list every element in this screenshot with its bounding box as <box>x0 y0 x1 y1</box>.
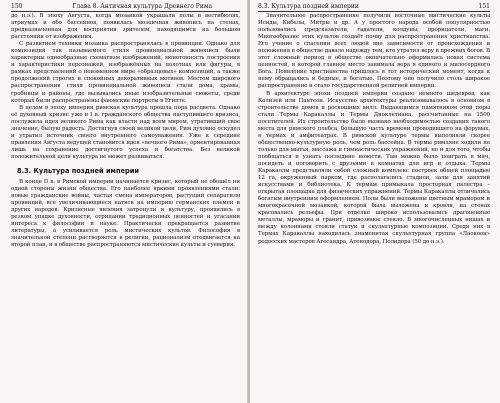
paragraph: Значительное распространение получили восточные мистические культы Исиды, Кибелы, Митры и др. А у простого народа особой популярностью пользовались предсказатели, гадатели, колдуны, прорицатели, маги. Многообразие этих культов создаёт почву для распространения христианства. Его учение о спасении всех людей вне зависимости от происхождения и положения в обществе давало надежду тем, кто утратил веру в прежних богов. В этот сложный период в обществе окончательно оформилась новая система ценностей, в которой главное место занимала вера в единого и милосердного Бога. Появление христианства пришлось в тот исторический момент, когда к нему обращались и бедные, и богатые. Поэтому оно получило столь широкое распространение и стало государственной религией империи. <box>258 13 490 90</box>
right-page-text <box>258 13 490 246</box>
page-number-right: 151 <box>478 3 490 10</box>
paragraph: В целом в эпоху империи римская культура прошла пора расцвета. Однако её духовный кризис уже в I в. гражданского общества наступившего кризиса, послужила идея великого Рима как власти над всем миром, утративший свое значение, былую радость. Достигнув своей великой цели, Рим духовно оскудел и утратил источник своего внутреннего самоуважения. Уже к середине правления Августа ведущей становится идея «вечного Рима», ориентированная лишь на сохранение достигнутого успеха и богатства. Без великой положительной цели культура не может развиваться. <box>11 104 240 160</box>
left-page-text <box>11 13 240 249</box>
paragraph: С развитием техники мозаика распространялась в провинции. Однако для композиций так называемого стиля провинциальной живописи были характерны однообразные схематизм изображений, монотонность построения и характеристики персонажей, изображённых на полотнах или фигуры, в рамках представлений о неизменном мире «образцовых» композиций, а также продолжений строгих и спокойных декоративных мотивов. Местом широкого распространения стиля провинциальной живописи стали дома, храмы, гробницы и районы, где вызывались иные изобразительные сюжеты, среди которых были распространены фаюмские портреты в Египте. <box>11 41 240 104</box>
left-running-head <box>11 3 240 12</box>
section-running-title: 8.3. Культура поздней империи <box>258 3 359 10</box>
right-page <box>250 0 500 403</box>
section-heading: 8.3. Культура поздней империи <box>17 166 139 175</box>
right-running-head <box>258 3 490 12</box>
page-number-left: 150 <box>11 3 23 10</box>
paragraph: до н.э.). В эпоху Августа, когда мозаикой украшали полы в вестибюлях, атриумах и обо бассейнов, появилась мозаичная живопись на стенах, предназначенная для восприятия зрителем, находящимся на большом расстоянии от изображения. <box>11 13 240 41</box>
left-page <box>0 0 248 403</box>
paragraph: В конце II в. в Римской империи начинается кризис, который не обошёл ни одной стороны жизни общества. Его наиболее яркими проявлениями стали: новые гражданские войны, частая смена императоров, растущий сепаратизм провинций, все увеличивающиеся натиск на империю германских племен и других народов. Кризисные явления затронули и культуру, проявились в резком упадке духовности, отрицании традиционных ценностей и угасании интереса к философии и науке. Практически прекращается развитие литературы, а усиливается роль мистических культов. Философия в значительной степени растворяется в религии, рационализм отодвигается на второй план, и в обществе распространяются мистические культы и суеверия. <box>11 178 240 249</box>
paragraph: В архитектуре эпохи поздней империи создано немного шедевров, как Колизей или Пантеон. Искусство архитектуры реализовывалось в основном в строительстве домов и роскошных вилл. Выдающимся памятником этой поры стали Термы Каракаллы и Термы Диоклетиана, рассчитанные на 1500 посетителей. Их строительство было вызвано необходимостью создания такого места для римского плебса, большую часть времени проводившего на форумах, в термах и амфитеатрах. В римской культуре термы выполняли скорее общественно-культурную роль, чем роль бассейна. В термы римляне ходили не только для мытья, массажа и гимнастических упражнений, но и для того, чтобы пообщаться и узнать последние новости. Там можно было поиграть в мяч, посидеть и поговорить с друзьями в комнатах для игр и отдыха. Термы Каракаллы представляли собой сложный комплекс построек общей площадью 12 га, окруженный парком, где располагались стадион, залы для занятий искусствами и библиотека. К термам примыкала просторная палестра – открытая площадка для физических упражнений. Термы Каракаллы отличались богатым внутренним оформлением. Полы были выложены цветным мрамором и многокрасочной мозаикой, которой была выложена и кровля, на стенах красовались рельефы. При отделке широко использовались драгоценные металлы, мраморы и гранит, привозимое стекло. В многочисленных нишах и между колоннами стояли статуи и скульптурные композиции. Среди них в Термах Каракаллы находилась знаменитая скульптурная группа «Лаокоон» родосских мастеров Агесандра, Атенодора, Полидора (50 до н.э.). <box>258 90 490 245</box>
chapter-title: Глава 8. Античная культура Древнего Рима <box>72 3 213 10</box>
